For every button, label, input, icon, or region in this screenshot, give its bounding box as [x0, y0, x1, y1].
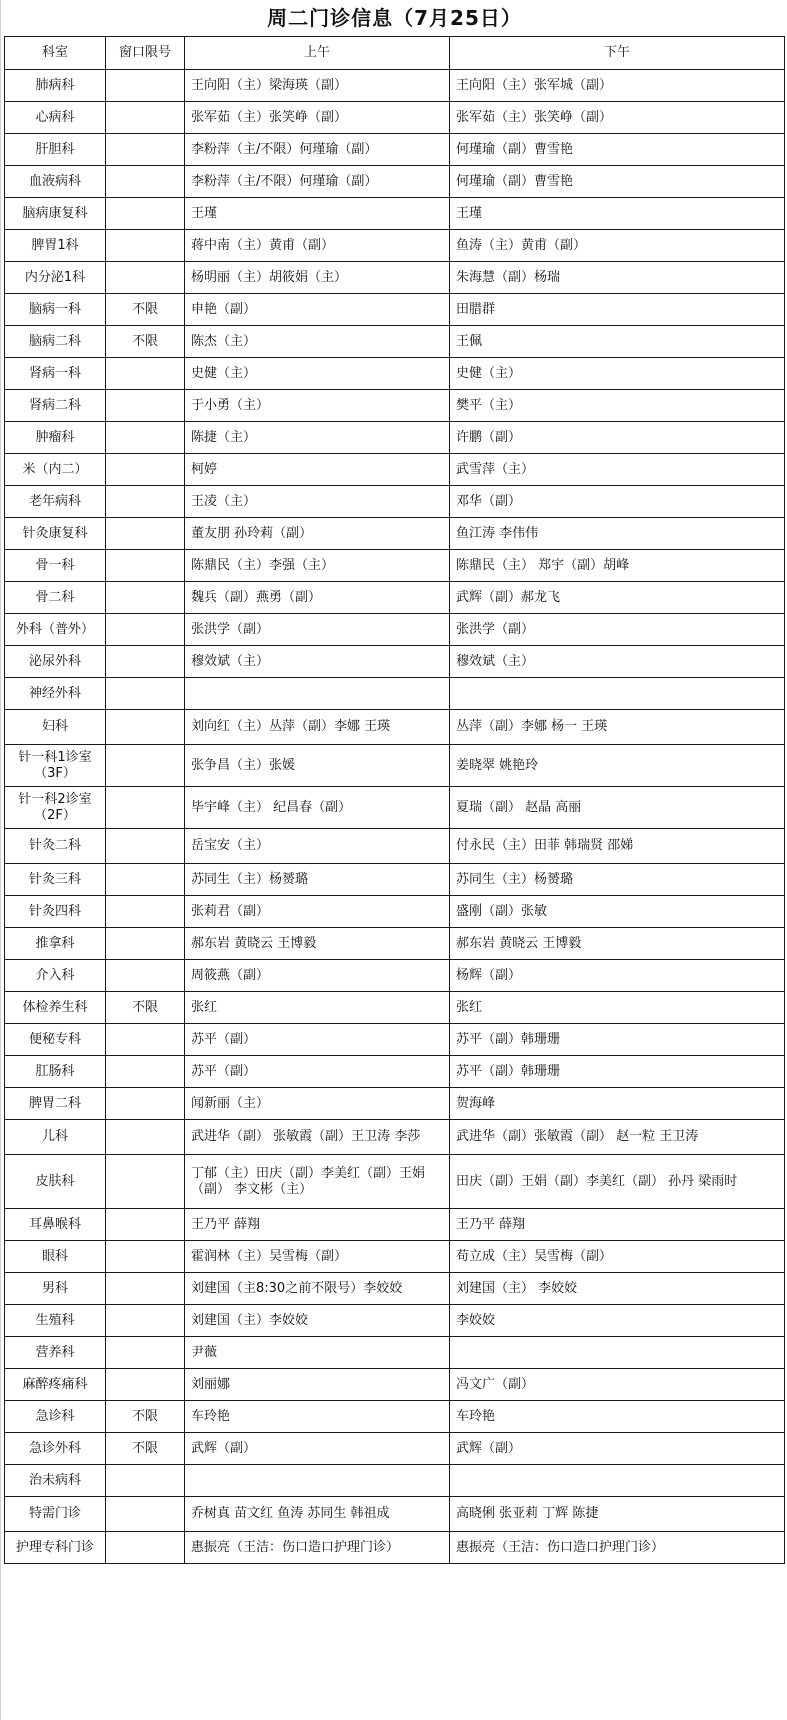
dept-cell: 急诊外科 — [5, 1433, 106, 1465]
table-row — [5, 582, 785, 614]
dept-cell: 生殖科 — [5, 1305, 106, 1337]
am-cell: 苏同生（主）杨赟璐 — [185, 864, 450, 896]
table-row — [5, 198, 785, 230]
am-cell: 刘丽娜 — [185, 1369, 450, 1401]
limit-cell — [106, 1273, 185, 1305]
limit-cell — [106, 928, 185, 960]
limit-cell — [106, 198, 185, 230]
limit-cell — [106, 1465, 185, 1497]
am-cell: 蒋中南（主）黄甫（副） — [185, 230, 450, 262]
pm-cell: 苏平（副）韩珊珊 — [450, 1024, 785, 1056]
am-cell: 郝东岩 黄晓云 王博毅 — [185, 928, 450, 960]
dept-cell: 护理专科门诊 — [5, 1532, 106, 1564]
dept-cell: 治未病科 — [5, 1465, 106, 1497]
am-cell: 张争昌（主）张媛 — [185, 745, 450, 787]
dept-cell: 针灸二科 — [5, 829, 106, 864]
am-cell: 柯婷 — [185, 454, 450, 486]
pm-cell: 鱼涛（主）黄甫（副） — [450, 230, 785, 262]
pm-cell: 刘建国（主） 李姣姣 — [450, 1273, 785, 1305]
pm-cell: 苏同生（主）杨赟璐 — [450, 864, 785, 896]
pm-cell: 武辉（副）郝龙飞 — [450, 582, 785, 614]
pm-cell: 王向阳（主）张军城（副） — [450, 70, 785, 102]
limit-cell — [106, 1337, 185, 1369]
dept-cell: 脑病二科 — [5, 326, 106, 358]
limit-cell — [106, 262, 185, 294]
pm-cell: 武辉（副） — [450, 1433, 785, 1465]
table-row — [5, 1241, 785, 1273]
limit-cell — [106, 1056, 185, 1088]
dept-cell: 外科（普外） — [5, 614, 106, 646]
am-cell: 王瑾 — [185, 198, 450, 230]
header-dept: 科室 — [5, 37, 106, 70]
limit-cell — [106, 134, 185, 166]
table-row — [5, 1088, 785, 1120]
dept-cell: 脾胃二科 — [5, 1088, 106, 1120]
table-row — [5, 1056, 785, 1088]
dept-cell: 儿科 — [5, 1120, 106, 1155]
header-row — [5, 37, 785, 70]
table-row — [5, 614, 785, 646]
limit-cell — [106, 390, 185, 422]
table-row — [5, 1273, 785, 1305]
limit-cell — [106, 1120, 185, 1155]
pm-cell: 苟立成（主）吴雪梅（副） — [450, 1241, 785, 1273]
limit-cell: 不限 — [106, 1433, 185, 1465]
table-row — [5, 896, 785, 928]
header-limit: 窗口限号 — [106, 37, 185, 70]
dept-cell: 老年病科 — [5, 486, 106, 518]
dept-cell: 耳鼻喉科 — [5, 1209, 106, 1241]
am-cell: 王乃平 薛翔 — [185, 1209, 450, 1241]
limit-cell — [106, 1497, 185, 1532]
limit-cell — [106, 829, 185, 864]
am-cell: 陈杰（主） — [185, 326, 450, 358]
am-cell: 王向阳（主）梁海瑛（副） — [185, 70, 450, 102]
dept-cell: 急诊科 — [5, 1401, 106, 1433]
dept-cell: 脾胃1科 — [5, 230, 106, 262]
table-row — [5, 960, 785, 992]
limit-cell — [106, 678, 185, 710]
table-row — [5, 1497, 785, 1532]
table-row — [5, 745, 785, 787]
am-cell: 陈鼎民（主）李强（主） — [185, 550, 450, 582]
dept-cell: 妇科 — [5, 710, 106, 745]
limit-cell — [106, 550, 185, 582]
dept-cell: 针灸康复科 — [5, 518, 106, 550]
dept-cell: 内分泌1科 — [5, 262, 106, 294]
table-row — [5, 1337, 785, 1369]
table-row — [5, 518, 785, 550]
dept-cell: 神经外科 — [5, 678, 106, 710]
pm-cell: 穆效斌（主） — [450, 646, 785, 678]
pm-cell: 陈鼎民（主） 郑宇（副）胡峰 — [450, 550, 785, 582]
pm-cell — [450, 1465, 785, 1497]
pm-cell: 李姣姣 — [450, 1305, 785, 1337]
dept-cell: 脑病一科 — [5, 294, 106, 326]
dept-cell: 体检养生科 — [5, 992, 106, 1024]
am-cell: 毕宇峰（主） 纪昌春（副） — [185, 787, 450, 829]
dept-cell: 营养科 — [5, 1337, 106, 1369]
dept-cell: 骨二科 — [5, 582, 106, 614]
limit-cell — [106, 1241, 185, 1273]
table-row — [5, 1401, 785, 1433]
pm-cell: 史健（主） — [450, 358, 785, 390]
am-cell — [185, 1465, 450, 1497]
pm-cell: 张军茹（主）张笑峥（副） — [450, 102, 785, 134]
dept-cell: 骨一科 — [5, 550, 106, 582]
pm-cell: 张红 — [450, 992, 785, 1024]
pm-cell: 高晓俐 张亚莉 丁辉 陈捷 — [450, 1497, 785, 1532]
dept-cell: 针灸四科 — [5, 896, 106, 928]
limit-cell — [106, 102, 185, 134]
table-row — [5, 992, 785, 1024]
limit-cell — [106, 896, 185, 928]
limit-cell — [106, 960, 185, 992]
dept-cell: 针灸三科 — [5, 864, 106, 896]
dept-cell: 肛肠科 — [5, 1056, 106, 1088]
limit-cell — [106, 614, 185, 646]
dept-cell: 介入科 — [5, 960, 106, 992]
table-row — [5, 166, 785, 198]
am-cell: 闻新丽（主） — [185, 1088, 450, 1120]
limit-cell — [106, 1024, 185, 1056]
am-cell: 乔树真 苗文红 鱼涛 苏同生 韩祖成 — [185, 1497, 450, 1532]
limit-cell — [106, 1369, 185, 1401]
limit-cell — [106, 1155, 185, 1209]
pm-cell: 冯文广（副） — [450, 1369, 785, 1401]
pm-cell: 樊平（主） — [450, 390, 785, 422]
table-row — [5, 1532, 785, 1564]
table-row — [5, 486, 785, 518]
pm-cell: 王佩 — [450, 326, 785, 358]
am-cell: 穆效斌（主） — [185, 646, 450, 678]
am-cell: 张莉君（副） — [185, 896, 450, 928]
pm-cell: 车玲艳 — [450, 1401, 785, 1433]
table-row — [5, 864, 785, 896]
am-cell: 苏平（副） — [185, 1056, 450, 1088]
dept-cell: 男科 — [5, 1273, 106, 1305]
table-row — [5, 1305, 785, 1337]
limit-cell — [106, 230, 185, 262]
limit-cell — [106, 787, 185, 829]
dept-cell: 肾病一科 — [5, 358, 106, 390]
header-am: 上午 — [185, 37, 450, 70]
limit-cell — [106, 582, 185, 614]
table-row — [5, 646, 785, 678]
dept-cell: 米（内二） — [5, 454, 106, 486]
limit-cell — [106, 166, 185, 198]
table-row — [5, 829, 785, 864]
pm-cell: 王瑾 — [450, 198, 785, 230]
limit-cell — [106, 1532, 185, 1564]
dept-cell: 心病科 — [5, 102, 106, 134]
am-cell: 王凌（主） — [185, 486, 450, 518]
limit-cell — [106, 1305, 185, 1337]
table-row — [5, 230, 785, 262]
am-cell: 杨明丽（主）胡筱娟（主） — [185, 262, 450, 294]
pm-cell: 何瑾瑜（副）曹雪艳 — [450, 134, 785, 166]
header-pm: 下午 — [450, 37, 785, 70]
table-row — [5, 326, 785, 358]
am-cell: 陈捷（主） — [185, 422, 450, 454]
table-row — [5, 1209, 785, 1241]
table-row — [5, 422, 785, 454]
am-cell: 苏平（副） — [185, 1024, 450, 1056]
page-title: 周二门诊信息（7月25日） — [267, 6, 522, 30]
am-cell: 武进华（副） 张敏霞（副）王卫涛 李莎 — [185, 1120, 450, 1155]
am-cell: 丁郁（主）田庆（副）李美红（副）王娟（副） 李文彬（主） — [185, 1155, 450, 1209]
table-row — [5, 1465, 785, 1497]
pm-cell: 丛萍（副）李娜 杨一 王瑛 — [450, 710, 785, 745]
dept-cell: 麻醉疼痛科 — [5, 1369, 106, 1401]
pm-cell: 田腊群 — [450, 294, 785, 326]
table-row — [5, 262, 785, 294]
pm-cell: 许鹏（副） — [450, 422, 785, 454]
am-cell: 申艳（副） — [185, 294, 450, 326]
limit-cell — [106, 518, 185, 550]
dept-cell: 肺病科 — [5, 70, 106, 102]
pm-cell: 郝东岩 黄晓云 王博毅 — [450, 928, 785, 960]
limit-cell — [106, 486, 185, 518]
limit-cell — [106, 358, 185, 390]
table-row — [5, 678, 785, 710]
table-row — [5, 710, 785, 745]
limit-cell: 不限 — [106, 294, 185, 326]
limit-cell — [106, 710, 185, 745]
pm-cell: 张洪学（副） — [450, 614, 785, 646]
dept-cell: 肝胆科 — [5, 134, 106, 166]
table-row — [5, 1120, 785, 1155]
am-cell: 周筱燕（副） — [185, 960, 450, 992]
pm-cell: 杨辉（副） — [450, 960, 785, 992]
limit-cell — [106, 745, 185, 787]
table-row — [5, 928, 785, 960]
am-cell: 张红 — [185, 992, 450, 1024]
limit-cell — [106, 646, 185, 678]
limit-cell — [106, 454, 185, 486]
am-cell: 刘建国（主8:30之前不限号）李姣姣 — [185, 1273, 450, 1305]
pm-cell: 夏瑞（副） 赵晶 高丽 — [450, 787, 785, 829]
limit-cell — [106, 422, 185, 454]
schedule-table — [4, 36, 785, 1564]
dept-cell: 针一科1诊室（3F） — [5, 745, 106, 787]
dept-cell: 肾病二科 — [5, 390, 106, 422]
limit-cell — [106, 70, 185, 102]
dept-cell: 泌尿外科 — [5, 646, 106, 678]
pm-cell: 贺海峰 — [450, 1088, 785, 1120]
am-cell: 岳宝安（主） — [185, 829, 450, 864]
pm-cell: 邓华（副） — [450, 486, 785, 518]
pm-cell: 朱海慧（副）杨瑞 — [450, 262, 785, 294]
table-row — [5, 787, 785, 829]
table-row — [5, 294, 785, 326]
limit-cell — [106, 1088, 185, 1120]
table-row — [5, 134, 785, 166]
am-cell: 张军茹（主）张笑峥（副） — [185, 102, 450, 134]
pm-cell: 惠振亮（王洁：伤口造口护理门诊） — [450, 1532, 785, 1564]
limit-cell: 不限 — [106, 992, 185, 1024]
am-cell: 史健（主） — [185, 358, 450, 390]
pm-cell: 付永民（主）田菲 韩瑞贤 邵娣 — [450, 829, 785, 864]
pm-cell: 武进华（副）张敏霞（副） 赵一粒 王卫涛 — [450, 1120, 785, 1155]
am-cell: 惠振亮（王洁：伤口造口护理门诊） — [185, 1532, 450, 1564]
table-row — [5, 102, 785, 134]
pm-cell: 王乃平 薛翔 — [450, 1209, 785, 1241]
dept-cell: 血液病科 — [5, 166, 106, 198]
table-row — [5, 1155, 785, 1209]
table-row — [5, 70, 785, 102]
table-row — [5, 358, 785, 390]
pm-cell: 田庆（副）王娟（副）李美红（副） 孙丹 梁雨时 — [450, 1155, 785, 1209]
am-cell: 霍润林（主）吴雪梅（副） — [185, 1241, 450, 1273]
limit-cell — [106, 864, 185, 896]
pm-cell: 姜晓翠 姚艳玲 — [450, 745, 785, 787]
am-cell: 魏兵（副）燕勇（副） — [185, 582, 450, 614]
am-cell: 于小勇（主） — [185, 390, 450, 422]
limit-cell: 不限 — [106, 326, 185, 358]
pm-cell — [450, 678, 785, 710]
pm-cell — [450, 1337, 785, 1369]
table-row — [5, 1024, 785, 1056]
table-row — [5, 390, 785, 422]
dept-cell: 推拿科 — [5, 928, 106, 960]
pm-cell: 苏平（副）韩珊珊 — [450, 1056, 785, 1088]
limit-cell: 不限 — [106, 1401, 185, 1433]
table-row — [5, 1369, 785, 1401]
pm-cell: 鱼江涛 李伟伟 — [450, 518, 785, 550]
am-cell: 尹薇 — [185, 1337, 450, 1369]
pm-cell: 何瑾瑜（副）曹雪艳 — [450, 166, 785, 198]
dept-cell: 针一科2诊室（2F） — [5, 787, 106, 829]
pm-cell: 盛刚（副）张敏 — [450, 896, 785, 928]
dept-cell: 眼科 — [5, 1241, 106, 1273]
am-cell: 刘向红（主）丛萍（副）李娜 王瑛 — [185, 710, 450, 745]
dept-cell: 便秘专科 — [5, 1024, 106, 1056]
am-cell — [185, 678, 450, 710]
table-row — [5, 550, 785, 582]
am-cell: 董友朋 孙玲莉（副） — [185, 518, 450, 550]
table-row — [5, 454, 785, 486]
am-cell: 车玲艳 — [185, 1401, 450, 1433]
am-cell: 李粉萍（主/不限）何瑾瑜（副） — [185, 134, 450, 166]
am-cell: 武辉（副） — [185, 1433, 450, 1465]
table-row — [5, 1433, 785, 1465]
limit-cell — [106, 1209, 185, 1241]
am-cell: 刘建国（主）李姣姣 — [185, 1305, 450, 1337]
dept-cell: 皮肤科 — [5, 1155, 106, 1209]
dept-cell: 脑病康复科 — [5, 198, 106, 230]
pm-cell: 武雪萍（主） — [450, 454, 785, 486]
dept-cell: 特需门诊 — [5, 1497, 106, 1532]
am-cell: 李粉萍（主/不限）何瑾瑜（副） — [185, 166, 450, 198]
am-cell: 张洪学（副） — [185, 614, 450, 646]
dept-cell: 肿瘤科 — [5, 422, 106, 454]
